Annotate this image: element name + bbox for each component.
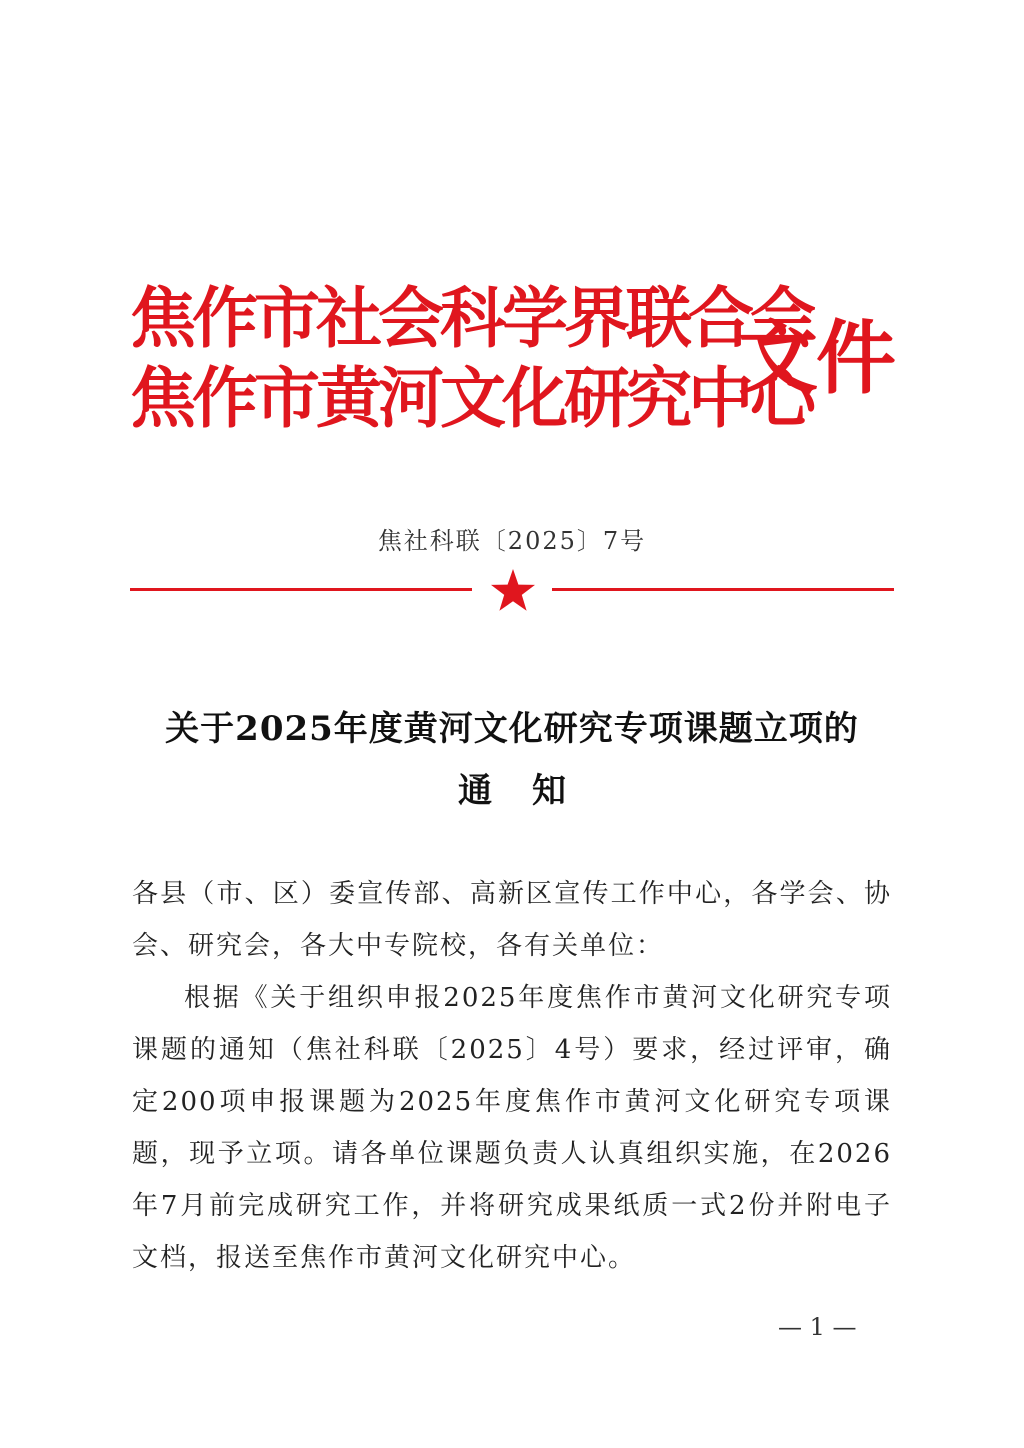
title-line-2: 通知 — [458, 771, 606, 811]
document-number: 焦社科联〔2025〕7号 — [377, 527, 647, 555]
body-paragraph: 根据《关于组织申报2025年度焦作市黄河文化研究专项课题的通知（焦社科联〔2025〕4号）要求，经过评审，确定200项申报课题为2025年度焦作市黄河文化研究专项课题，现予立项。请各单位课题负责人认真组织实施，在2026年7月前完成研究工作，并将研究成果纸质一式2份并附电子文档，报送至焦作市黄河文化研究中心。 — [132, 983, 892, 1273]
document-word: 文件 — [738, 311, 894, 405]
salutation: 各县（市、区）委宣传部、高新区宣传工作中心，各学会、协会、研究会，各大中专院校，各有关单位： — [132, 879, 892, 961]
star-icon — [490, 568, 536, 614]
issuing-organizations — [130, 278, 812, 438]
notice-body — [132, 868, 892, 1284]
divider-line-right — [552, 588, 894, 591]
divider-line-left — [130, 588, 472, 591]
title-line-1: 关于2025年度黄河文化研究专项课题立项的 — [165, 709, 859, 749]
notice-title — [0, 704, 1024, 816]
red-divider — [130, 568, 894, 616]
org-name-yellow-river-center: 焦作市黄河文化研究中心 — [130, 359, 812, 437]
page-number: — 1 — — [778, 1313, 857, 1341]
document-header — [130, 278, 900, 448]
org-name-social-sciences: 焦作市社会科学界联合会 — [130, 279, 812, 357]
